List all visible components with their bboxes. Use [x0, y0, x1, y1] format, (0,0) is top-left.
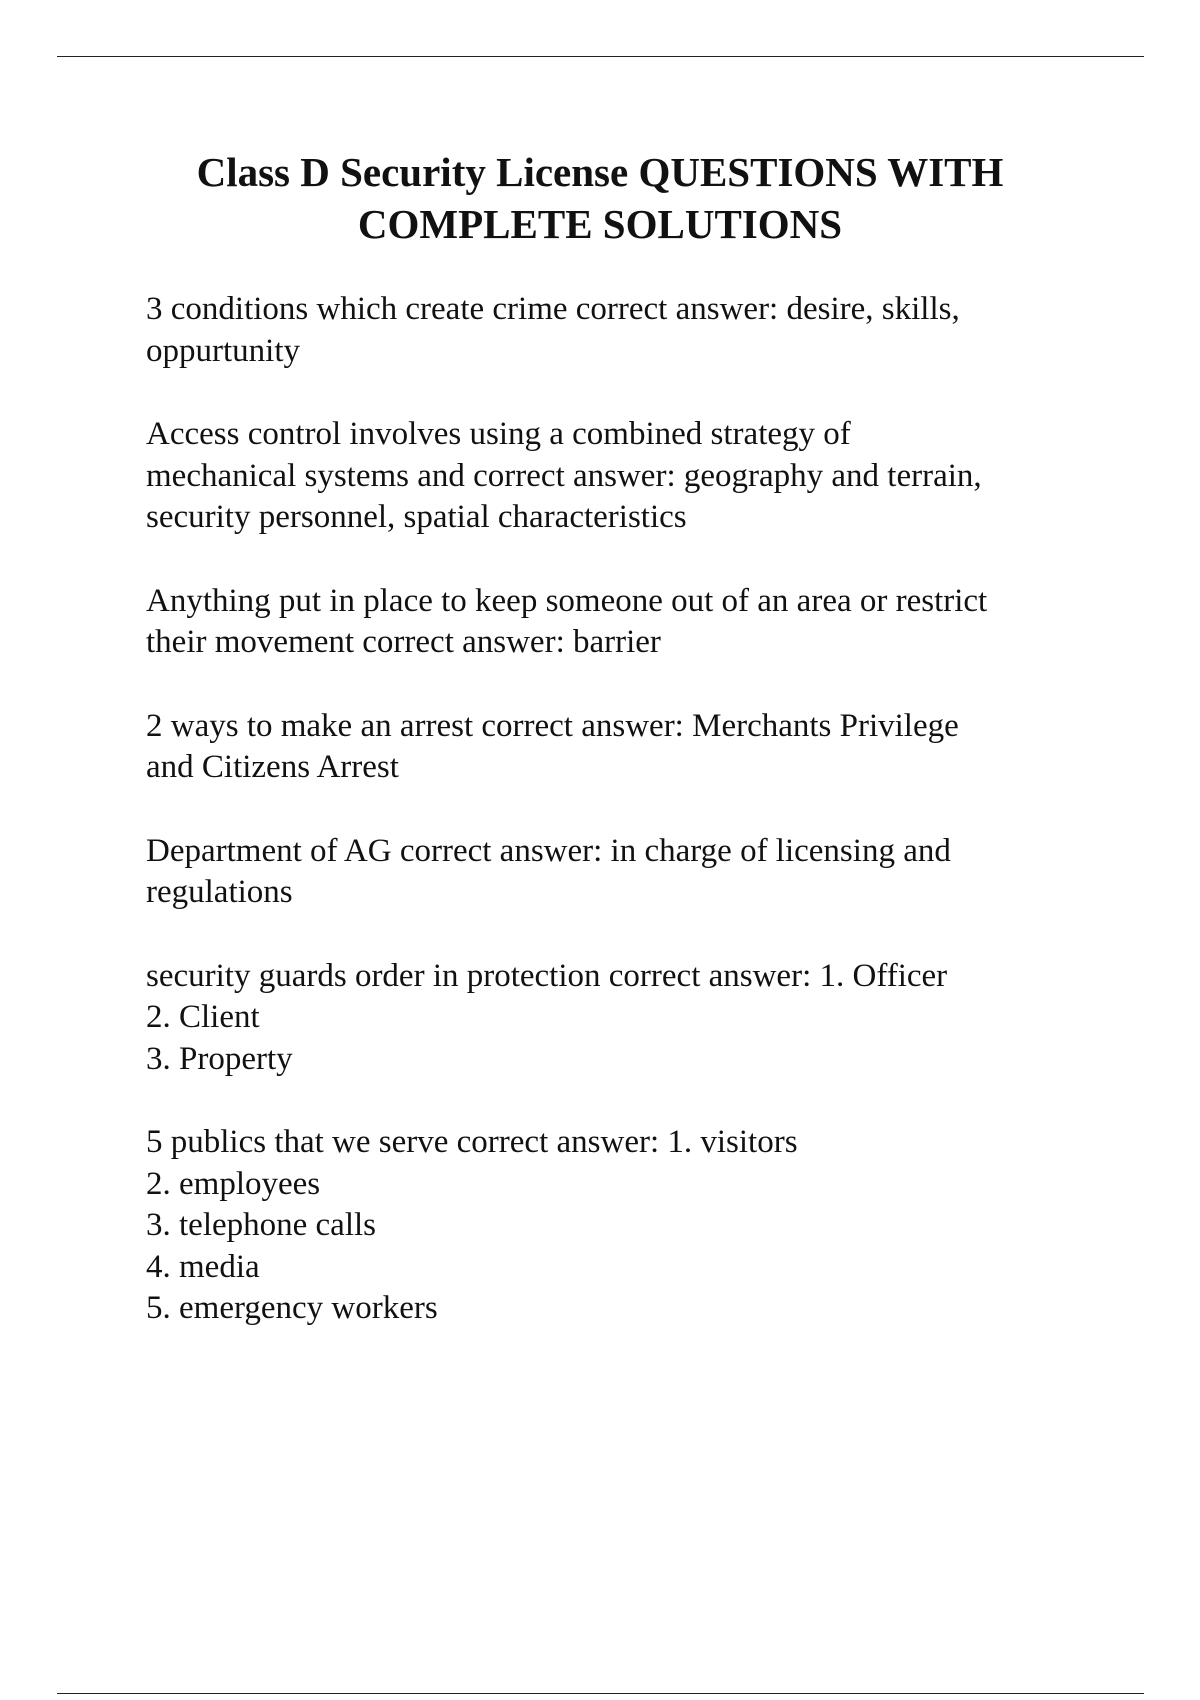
qa-line: 4. media	[146, 1248, 260, 1285]
qa-line: Department of AG correct answer: in charge of licensing and	[146, 832, 951, 869]
qa-line: 2. Client	[146, 999, 260, 1035]
qa-line: and Citizens Arrest	[146, 749, 399, 785]
qa-line: security personnel, spatial characteristics	[146, 499, 687, 535]
qa-item	[146, 581, 1106, 664]
qa-item	[146, 414, 1106, 539]
qa-line: 2. employees	[146, 1165, 321, 1202]
qa-line: their movement correct answer: barrier	[146, 624, 661, 660]
qa-line: 2 ways to make an arrest correct answer: Merchants Privilege	[146, 707, 959, 744]
qa-item	[146, 289, 1106, 372]
qa-item	[146, 831, 1106, 914]
qa-line: 3. Property	[146, 1040, 293, 1077]
qa-item	[146, 956, 1106, 1081]
title-line: Class D Security License QUESTIONS WITH	[196, 149, 1004, 195]
qa-line: 3. telephone calls	[146, 1207, 377, 1243]
qa-line: regulations	[146, 874, 293, 910]
qa-list	[146, 289, 1106, 1372]
qa-line: 5. emergency workers	[146, 1290, 438, 1326]
qa-line: oppurtunity	[146, 332, 300, 369]
qa-line: security guards order in protection correct answer: 1. Officer	[146, 957, 948, 994]
title-line: COMPLETE SOLUTIONS	[357, 201, 843, 247]
qa-line: 5 publics that we serve correct answer: 1. visitors	[146, 1124, 798, 1160]
qa-line: Access control involves using a combined strategy of	[146, 416, 851, 452]
bottom-divider	[57, 1693, 1144, 1694]
top-divider	[57, 56, 1144, 57]
qa-line: Anything put in place to keep someone out of an area or restrict	[146, 582, 988, 619]
qa-item	[146, 706, 1106, 789]
qa-item	[146, 1122, 1106, 1330]
qa-line: mechanical systems and correct answer: geography and terrain,	[146, 457, 982, 494]
page-title	[100, 146, 1100, 250]
qa-line: 3 conditions which create crime correct answer: desire, skills,	[146, 291, 960, 327]
